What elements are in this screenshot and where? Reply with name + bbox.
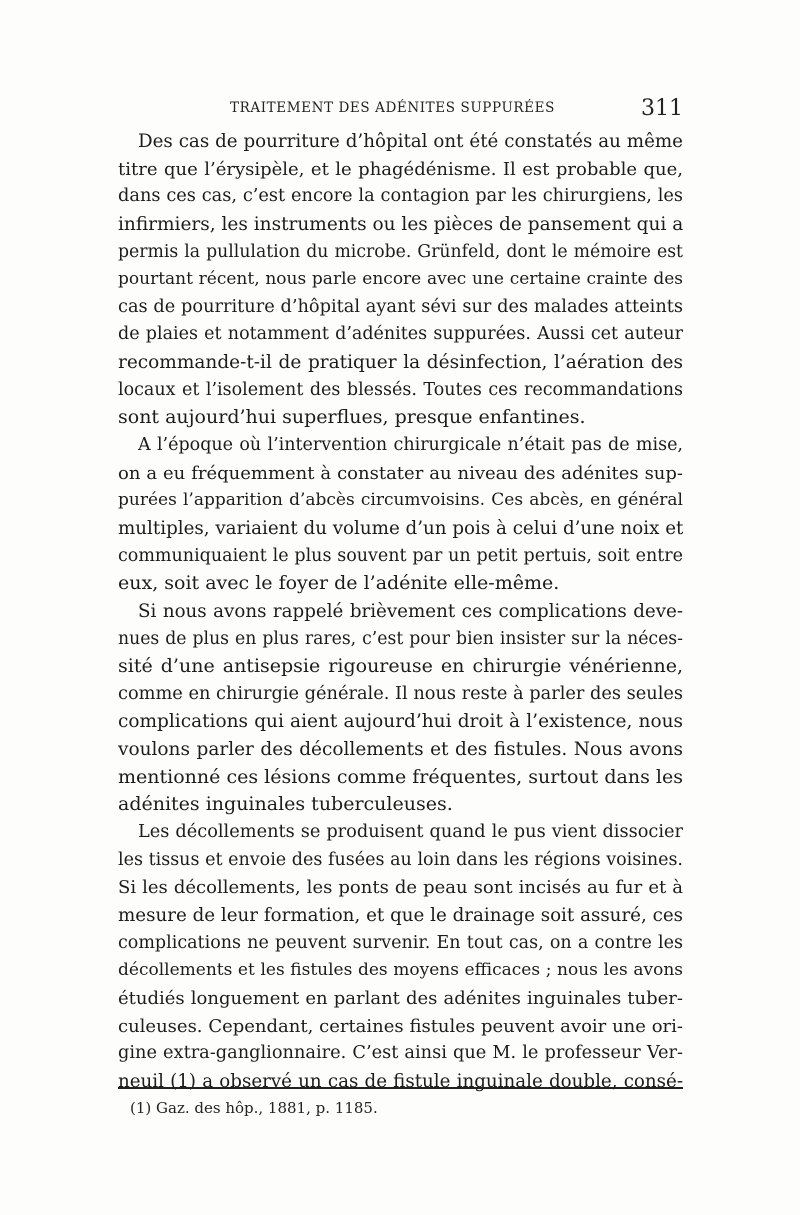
- text-line: complications qui aient aujourd’hui droit à l’existence, nous: [118, 711, 683, 733]
- text-line: de plaies et notamment d’adénites suppurées. Aussi cet auteur: [118, 324, 683, 345]
- text-line: voulons parler des décollements et des fistules. Nous avons: [118, 739, 683, 761]
- text-line: recommande-t-il de pratiquer la désinfection, l’aération des: [118, 352, 683, 374]
- text-line: mentionné ces lésions comme fréquentes, surtout dans les: [118, 765, 683, 788]
- text-line: étudiés longuement en parlant des adénites inguinales tuber-: [118, 987, 683, 1009]
- page-number: 311: [641, 96, 683, 121]
- text-line: nues de plus en plus rares, c’est pour bien insister sur la néces-: [118, 628, 683, 649]
- text-line: Si les décollements, les ponts de peau sont incisés au fur et à: [118, 877, 683, 899]
- text-line: adénites inguinales tuberculeuses.: [118, 793, 453, 816]
- body-text: [118, 128, 683, 1095]
- text-line: purées l’apparition d’abcès circumvoisins. Ces abcès, en général: [118, 490, 683, 511]
- text-line: pourtant récent, nous parle encore avec une certaine crainte des: [118, 269, 683, 290]
- text-line: Si nous avons rappelé brièvement ces complications deve-: [138, 600, 683, 622]
- text-line: A l’époque où l’intervention chirurgicale n’était pas de mise,: [138, 435, 683, 456]
- footnote-divider: [118, 1087, 683, 1089]
- text-line: infirmiers, les instruments ou les pièces de pansement qui a: [118, 213, 683, 235]
- running-head: [118, 96, 683, 120]
- text-line: sont aujourd’hui superflues, presque enfantines.: [118, 406, 586, 429]
- text-line: cas de pourriture d’hôpital ayant sévi sur des malades atteints: [118, 296, 683, 317]
- footnote: (1) Gaz. des hôp., 1881, p. 1185.: [130, 1099, 378, 1117]
- running-title: TRAITEMENT DES ADÉNITES SUPPURÉES: [230, 100, 555, 116]
- text-line: décollements et les fistules des moyens efficaces ; nous les avons: [118, 960, 683, 981]
- text-line: les tissus et envoie des fusées au loin dans les régions voisines.: [118, 849, 683, 870]
- text-line: Des cas de pourriture d’hôpital ont été constatés au même: [138, 131, 683, 152]
- text-line: titre que l’érysipèle, et le phagédénisme. Il est probable que,: [118, 158, 683, 180]
- text-line: complications ne peuvent survenir. En tout cas, on a contre les: [118, 932, 683, 953]
- text-line: on a eu fréquemment à constater au niveau des adénites sup-: [118, 462, 683, 484]
- text-line: Les décollements se produisent quand le pus vient dissocier: [138, 822, 683, 843]
- text-line: eux, soit avec le foyer de l’adénite elle-même.: [118, 572, 560, 595]
- text-line: sité d’une antisepsie rigoureuse en chirurgie vénérienne,: [118, 655, 683, 678]
- text-line: mesure de leur formation, et que le drainage soit assuré, ces: [118, 904, 683, 926]
- text-line: permis la pullulation du microbe. Grünfeld, dont le mémoire est: [118, 241, 683, 262]
- text-line: culeuses. Cependant, certaines fistules peuvent avoir une ori-: [118, 1015, 683, 1037]
- text-line: dans ces cas, c’est encore la contagion par les chirurgiens, les: [118, 186, 683, 207]
- text-line: gine extra-ganglionnaire. C’est ainsi que M. le professeur Ver-: [118, 1043, 683, 1064]
- text-line: comme en chirurgie générale. Il nous reste à parler des seules: [118, 683, 683, 704]
- text-line: neuil (1) a observé un cas de fistule inguinale double, consé-: [118, 1070, 683, 1092]
- text-line: locaux et l’isolement des blessés. Toutes ces recommandations: [118, 379, 683, 400]
- text-line: communiquaient le plus souvent par un petit pertuis, soit entre: [118, 545, 683, 566]
- text-line: multiples, variaient du volume d’un pois à celui d’une noix et: [118, 517, 683, 539]
